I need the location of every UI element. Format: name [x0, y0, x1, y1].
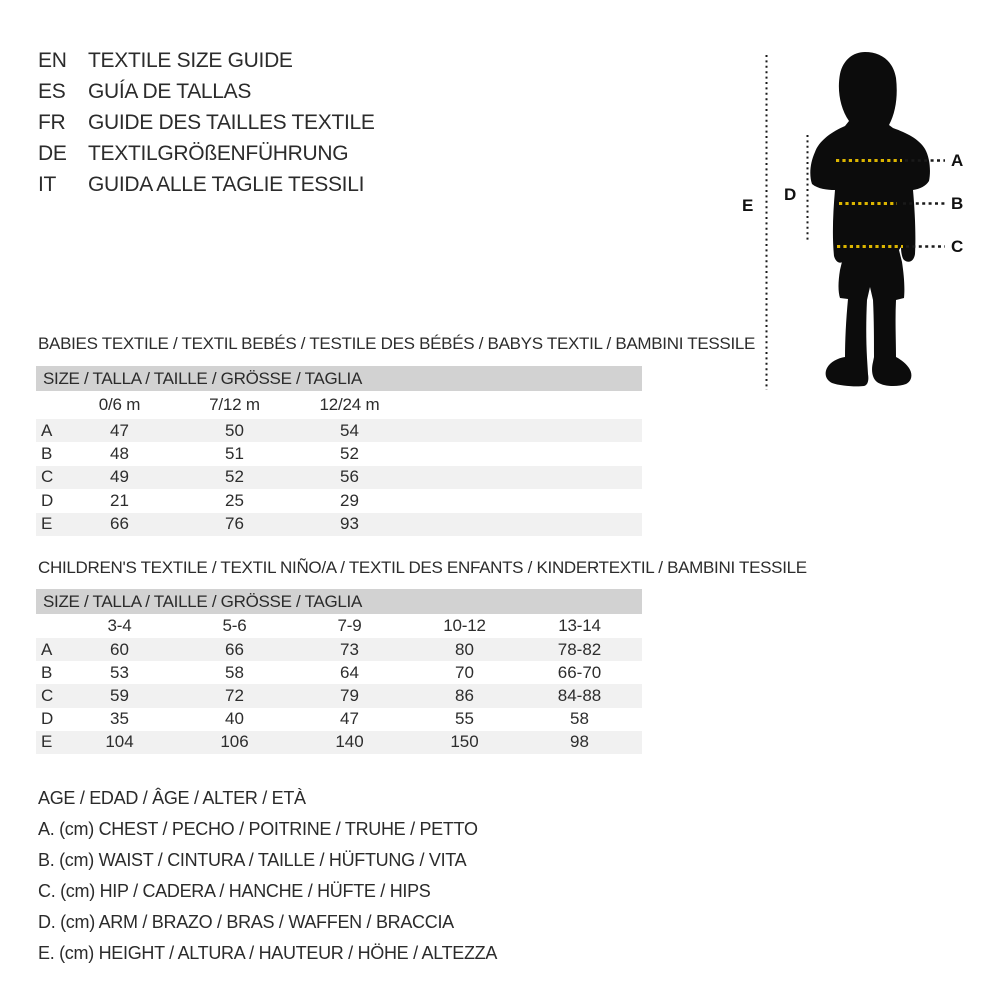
table-cell: 52 [225, 467, 244, 487]
row-label: E [41, 514, 53, 534]
table-cell: 78-82 [557, 639, 602, 659]
page-title: TEXTILGRÖßENFÜHRUNG [88, 141, 349, 165]
children-table [36, 638, 642, 754]
child-silhouette-figure [720, 30, 1000, 410]
language-code: DE [38, 141, 67, 165]
table-cell: 106 [220, 732, 249, 752]
table-cell: 29 [340, 490, 359, 510]
column-header: 10-12 [443, 616, 486, 635]
row-label: C [41, 467, 54, 487]
column-header: 7-9 [337, 616, 362, 635]
table-cell: 48 [110, 444, 129, 464]
table-cell: 79 [340, 685, 359, 705]
legend-line-age: AGE / EDAD / ÂGE / ALTER / ETÀ [38, 788, 306, 808]
table-cell: 60 [110, 639, 129, 659]
table-row [36, 684, 642, 707]
column-header: 5-6 [222, 616, 247, 635]
table-cell: 59 [110, 685, 129, 705]
column-header: 0/6 m [98, 395, 141, 414]
legend-line-arm: D. (cm) ARM / BRAZO / BRAS / WAFFEN / BRACCIA [38, 912, 454, 932]
table-cell: 150 [450, 732, 479, 752]
table-cell: 58 [570, 709, 589, 729]
table-cell: 86 [455, 685, 474, 705]
table-cell: 51 [225, 444, 244, 464]
chest-marker-label: A [951, 151, 964, 170]
table-row [36, 513, 642, 536]
table-cell: 70 [455, 662, 474, 682]
table-cell: 56 [340, 467, 359, 487]
table-cell: 52 [340, 444, 359, 464]
height-marker-label: E [742, 196, 754, 215]
table-cell: 53 [110, 662, 129, 682]
table-cell: 104 [105, 732, 134, 752]
legend-line-hip: C. (cm) HIP / CADERA / HANCHE / HÜFTE / HIPS [38, 881, 431, 901]
table-cell: 40 [225, 709, 244, 729]
children-section-title: CHILDREN'S TEXTILE / TEXTIL NIÑO/A / TEXTIL DES ENFANTS / KINDERTEXTIL / BAMBINI TESSILE [38, 558, 807, 577]
language-code: IT [38, 172, 57, 196]
table-cell: 55 [455, 709, 474, 729]
language-code: ES [38, 79, 66, 103]
row-label: D [41, 709, 54, 729]
column-header: 12/24 m [319, 395, 380, 414]
measurement-legend [38, 783, 497, 969]
table-cell: 76 [225, 514, 244, 534]
language-title-row [38, 138, 375, 169]
row-label: B [41, 444, 53, 464]
table-row [36, 419, 642, 442]
table-cell: 47 [110, 420, 129, 440]
babies-table [36, 419, 642, 536]
table-cell: 66 [225, 639, 244, 659]
table-cell: 140 [335, 732, 364, 752]
table-cell: 84-88 [557, 685, 602, 705]
table-cell: 54 [340, 420, 359, 440]
page-title: GUIDE DES TAILLES TEXTILE [88, 110, 375, 134]
arm-marker-label: D [784, 185, 797, 204]
page-title: TEXTILE SIZE GUIDE [88, 48, 293, 72]
table-cell: 80 [455, 639, 474, 659]
hip-marker-label: C [951, 237, 964, 256]
language-title-row [38, 76, 375, 107]
table-row [36, 442, 642, 465]
column-header: 3-4 [107, 616, 132, 635]
row-label: D [41, 490, 54, 510]
table-cell: 49 [110, 467, 129, 487]
language-title-row [38, 45, 375, 76]
language-title-row [38, 107, 375, 138]
language-code: FR [38, 110, 66, 134]
legend-line-chest: A. (cm) CHEST / PECHO / POITRINE / TRUHE / PETTO [38, 819, 478, 839]
table-cell: 98 [570, 732, 589, 752]
column-header: 7/12 m [209, 395, 260, 414]
table-cell: 21 [110, 490, 129, 510]
table-row [36, 638, 642, 661]
table-cell: 50 [225, 420, 244, 440]
table-cell: 93 [340, 514, 359, 534]
table-cell: 35 [110, 709, 129, 729]
table-cell: 66-70 [557, 662, 602, 682]
babies-size-header: SIZE / TALLA / TAILLE / GRÖSSE / TAGLIA [36, 366, 642, 391]
row-label: B [41, 662, 53, 682]
table-cell: 25 [225, 490, 244, 510]
legend-line-waist: B. (cm) WAIST / CINTURA / TAILLE / HÜFTUNG / VITA [38, 850, 467, 870]
language-title-list [38, 45, 375, 200]
language-title-row [38, 169, 375, 200]
child-silhouette [810, 52, 930, 386]
page-title: GUIDA ALLE TAGLIE TESSILI [88, 172, 365, 196]
row-label: C [41, 685, 54, 705]
table-cell: 64 [340, 662, 359, 682]
legend-line-height: E. (cm) HEIGHT / ALTURA / HAUTEUR / HÖHE / ALTEZZA [38, 943, 498, 963]
table-cell: 66 [110, 514, 129, 534]
column-header: 13-14 [558, 616, 601, 635]
table-row [36, 708, 642, 731]
table-row [36, 466, 642, 489]
table-cell: 47 [340, 709, 359, 729]
babies-section-title: BABIES TEXTILE / TEXTIL BEBÉS / TESTILE DES BÉBÉS / BABYS TEXTIL / BAMBINI TESSILE [38, 334, 756, 353]
table-row [36, 731, 642, 754]
language-code: EN [38, 48, 67, 72]
row-label: A [41, 420, 53, 440]
children-size-header: SIZE / TALLA / TAILLE / GRÖSSE / TAGLIA [36, 589, 642, 614]
page-title: GUÍA DE TALLAS [88, 79, 252, 103]
row-label: E [41, 732, 53, 752]
table-cell: 73 [340, 639, 359, 659]
table-cell: 58 [225, 662, 244, 682]
table-row [36, 489, 642, 512]
waist-marker-label: B [951, 194, 964, 213]
babies-column-header-row [36, 391, 642, 419]
children-column-header-row [36, 614, 642, 638]
row-label: A [41, 639, 53, 659]
table-row [36, 661, 642, 684]
table-cell: 72 [225, 685, 244, 705]
